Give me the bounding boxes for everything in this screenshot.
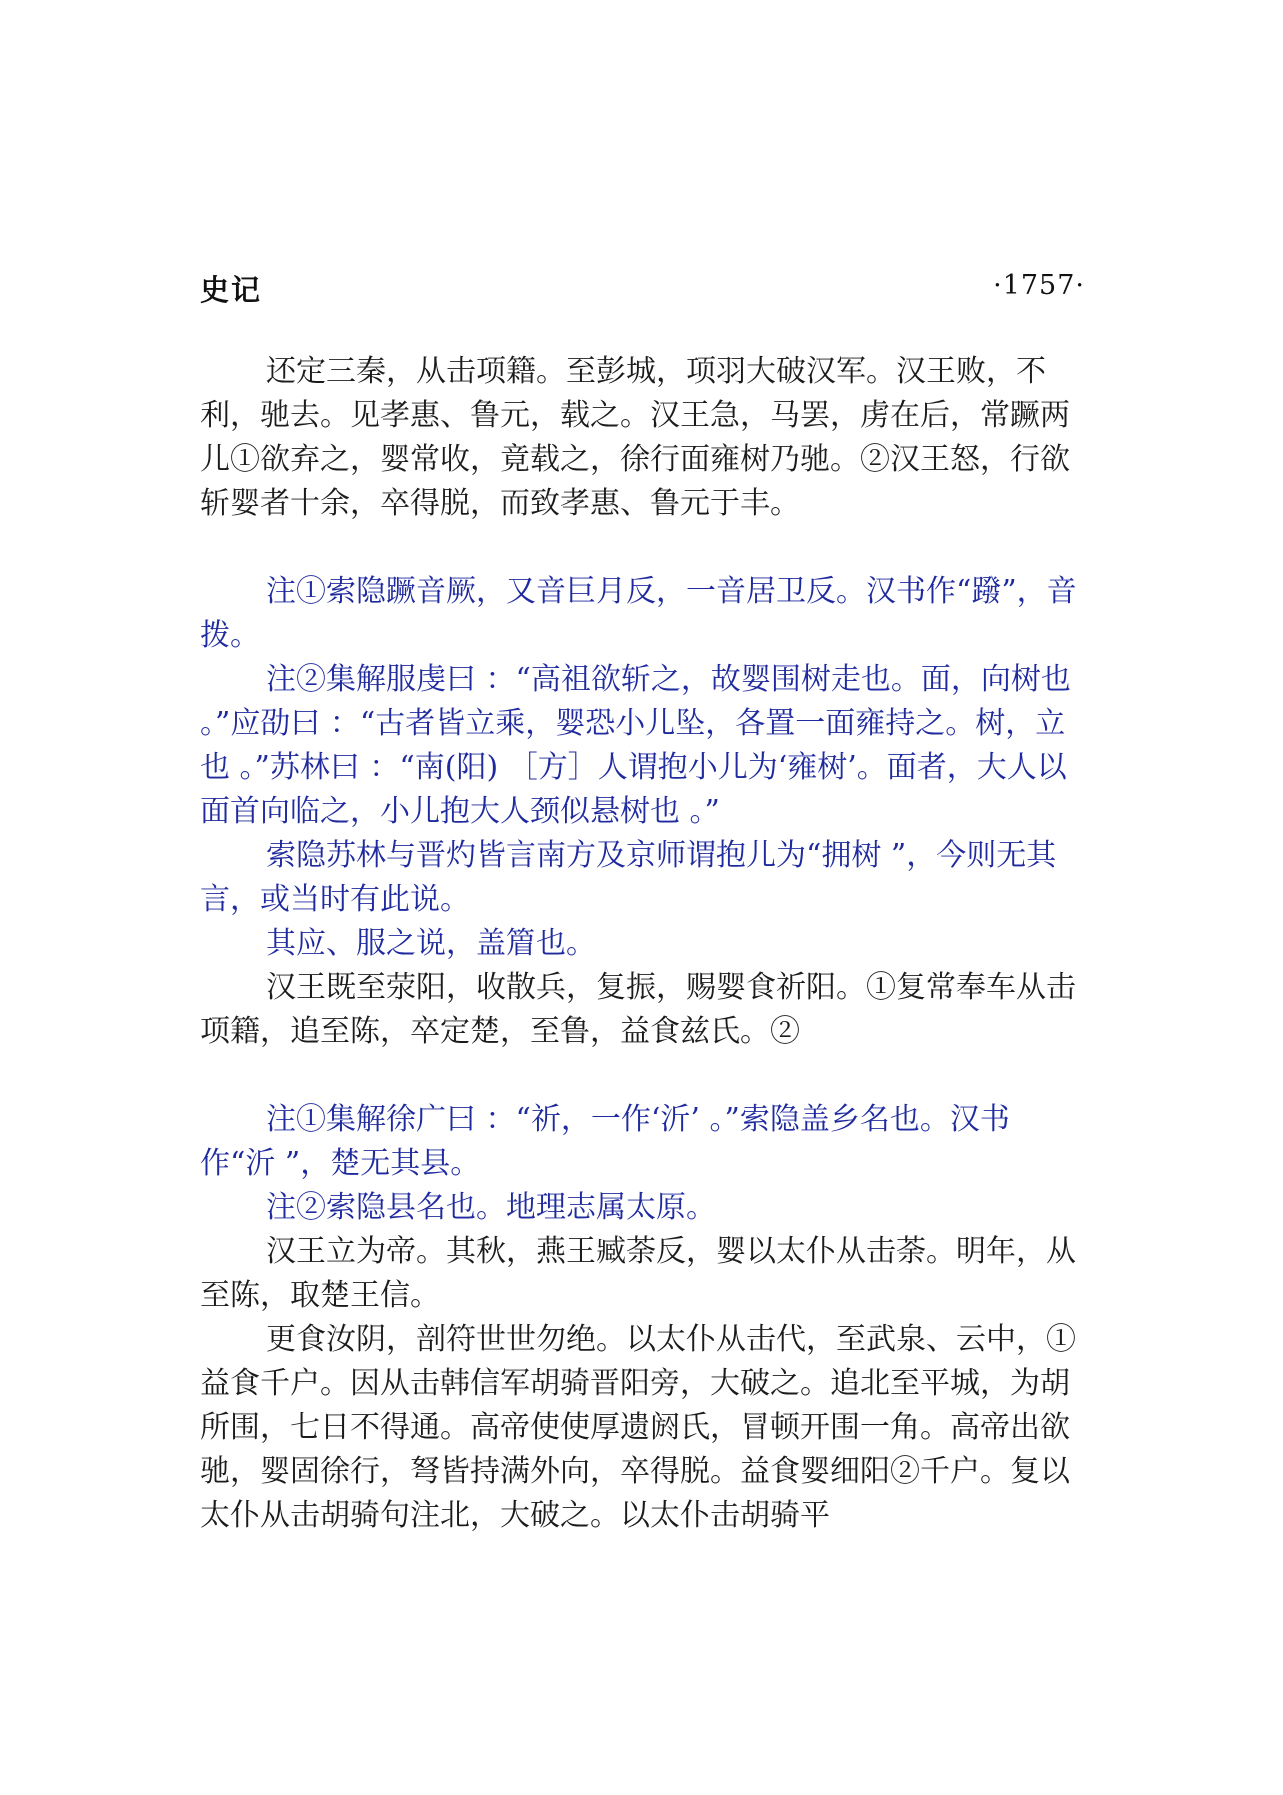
- annotation-paragraph: 注②集解服虔曰 ：“高祖欲斩之，故婴围树走也。面，向树也 。”应劭曰 ：“古者皆立乘，婴恐小儿坠，各置一面雍持之。树，立也 。”苏林曰 ：“南(阳) ［方］人谓抱小儿为‘雍树’。面者，大人以面首向临之，小儿抱大人颈似悬树也 。”: [200, 662, 1071, 829]
- running-title: 史记: [200, 273, 263, 307]
- annotation-paragraph: 注①索隐蹶音厥，又音巨月反，一音居卫反。汉书作“蹳”，音拨。: [200, 574, 1077, 653]
- body-paragraph: 汉王立为帝。其秋，燕王臧荼反，婴以太仆从击荼。明年，从至陈，取楚王信。: [200, 1234, 1076, 1313]
- annotation-paragraph: 注①集解徐广曰 ：“祈，一作‘沂’ 。”索隐盖乡名也。汉书作“沂 ”，楚无其县。: [200, 1102, 1010, 1181]
- page-header: [200, 268, 1085, 308]
- annotation-paragraph: 索隐苏林与晋灼皆言南方及京师谓抱儿为“拥树 ”，今则无其言，或当时有此说。: [200, 838, 1057, 917]
- body-paragraph: 更食汝阴，剖符世世勿绝。以太仆从击代，至武泉、云中，①益食千户。因从击韩信军胡骑晋阳旁，大破之。追北至平城，为胡所围，七日不得通。高帝使使厚遗阏氏，冒顿开围一角。高帝出欲驰，婴固徐行，弩皆持满外向，卒得脱。益食婴细阳②千户。复以太仆从击胡骑句注北，大破之。以太仆击胡骑平: [200, 1322, 1076, 1533]
- page-number: ·1757·: [993, 270, 1085, 301]
- annotation-paragraph: 其应、服之说，盖篃也。: [266, 926, 596, 961]
- annotation-paragraph: 注②索隐县名也。地理志属太原。: [266, 1190, 716, 1225]
- body-paragraph: 汉王既至荥阳，收散兵，复振，赐婴食祈阳。①复常奉车从击项籍，追至陈，卒定楚，至鲁，益食兹氏。②: [200, 970, 1076, 1049]
- page-body: [200, 350, 1085, 1538]
- body-paragraph: 还定三秦，从击项籍。至彭城，项羽大破汉军。汉王败，不利，驰去。见孝惠、鲁元，载之。汉王急，马罢，虏在后，常蹶两儿①欲弃之，婴常收，竟载之，徐行面雍树乃驰。②汉王怒，行欲斩婴者十余，卒得脱，而致孝惠、鲁元于丰。: [200, 354, 1070, 521]
